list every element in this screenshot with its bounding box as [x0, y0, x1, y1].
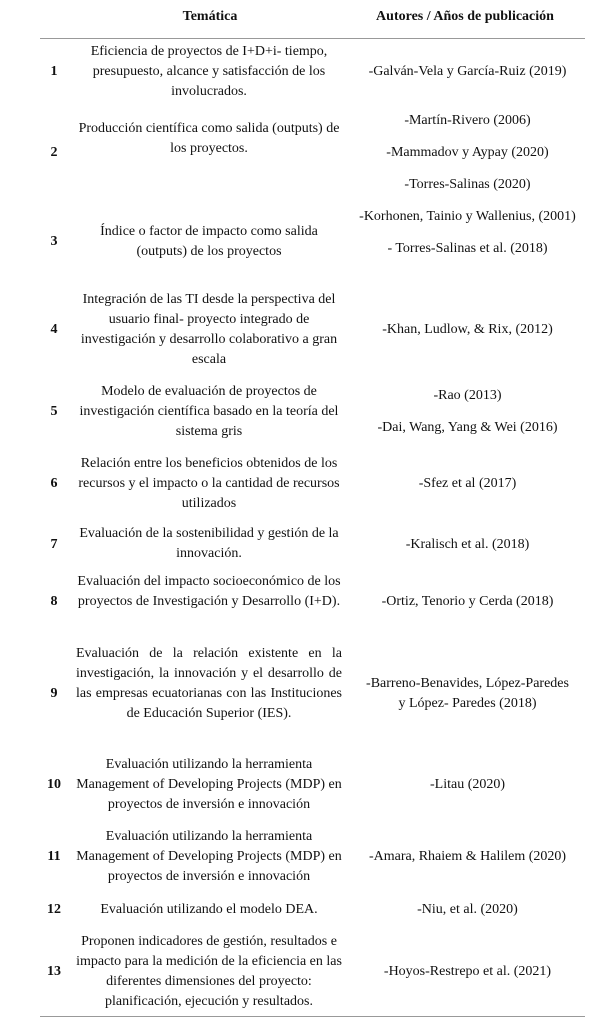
row-number: 10 [47, 777, 61, 792]
row-topic: Evaluación de la sostenibilidad y gestión de la innovación. [79, 526, 339, 561]
author-entry: -Dai, Wang, Yang & Wei (2016) [377, 420, 558, 435]
header-topic: Temática [182, 9, 238, 24]
row-authors [350, 474, 585, 494]
row-number: 5 [50, 404, 58, 419]
author-entry: -Torres-Salinas (2020) [404, 177, 531, 192]
author-entry: -Ortiz, Tenorio y Cerda (2018) [381, 594, 554, 609]
row-number: 6 [50, 476, 58, 491]
row-number: 13 [47, 964, 61, 979]
row-authors [350, 900, 585, 920]
row-topic: Producción científica como salida (outputs) de los proyectos. [78, 121, 340, 156]
row-authors [350, 386, 585, 438]
row-number: 12 [47, 902, 61, 917]
row-authors [350, 111, 585, 195]
author-entry: -Sfez et al (2017) [418, 476, 517, 491]
header-authors: Autores / Años de publicación [376, 9, 554, 24]
table-header [40, 0, 585, 39]
author-entry: -Barreno-Benavides, López-Paredes [366, 676, 569, 691]
row-number: 9 [50, 686, 58, 701]
row-number: 4 [50, 322, 58, 337]
row-topic: Relación entre los beneficios obtenidos de los recursos y el impacto o la cantidad de recursos utilizados [78, 456, 340, 511]
row-authors [350, 62, 585, 82]
author-entry: -Mammadov y Aypay (2020) [386, 145, 549, 160]
author-entry: -Korhonen, Tainio y Wallenius, (2001) [359, 209, 576, 224]
row-number: 11 [47, 849, 61, 864]
author-entry: -Galván-Vela y García-Ruiz (2019) [368, 64, 567, 79]
row-authors [350, 535, 585, 555]
row-authors [350, 847, 585, 867]
author-entry: -Litau (2020) [429, 777, 506, 792]
author-entry: -Kralisch et al. (2018) [405, 537, 530, 552]
row-number: 8 [50, 594, 58, 609]
row-authors [350, 592, 585, 612]
row-topic: Integración de las TI desde la perspectiva del usuario final- proyecto integrado de investigación y desarrollo colaborativo a gran escala [80, 292, 338, 367]
row-number: 2 [50, 145, 58, 160]
row-number: 7 [50, 537, 58, 552]
author-entry: -Hoyos-Restrepo et al. (2021) [383, 964, 552, 979]
author-entry: -Martín-Rivero (2006) [404, 113, 531, 128]
row-topic: Evaluación utilizando el modelo DEA. [100, 902, 318, 917]
row-number: 1 [50, 64, 58, 79]
row-topic: Evaluación del impacto socioeconómico de los proyectos de Investigación y Desarrollo (I+D). [77, 574, 341, 609]
author-entry: -Khan, Ludlow, & Rix, (2012) [382, 322, 553, 337]
author-entry: -Amara, Rhaiem & Halilem (2020) [368, 849, 567, 864]
row-topic: Evaluación utilizando la herramienta Management of Developing Projects (MDP) en proyectos de inversión e innovación [76, 829, 342, 884]
author-entry: -Niu, et al. (2020) [417, 902, 518, 917]
author-entry: - Torres-Salinas et al. (2018) [387, 241, 548, 256]
row-authors [350, 775, 585, 795]
row-number: 3 [50, 234, 58, 249]
row-authors [350, 320, 585, 340]
row-topic: Índice o factor de impacto como salida (outputs) de los proyectos [100, 224, 318, 259]
author-entry: y López- Paredes (2018) [398, 696, 537, 711]
row-authors [350, 207, 585, 259]
row-topic: Evaluación utilizando la herramienta Management of Developing Projects (MDP) en proyectos de inversión e innovación [76, 757, 342, 812]
row-topic: Modelo de evaluación de proyectos de investigación científica basado en la teoría del sistema gris [79, 384, 339, 439]
row-authors [350, 674, 585, 714]
row-topic: Eficiencia de proyectos de I+D+i- tiempo, presupuesto, alcance y satisfacción de los involucrados. [90, 44, 328, 99]
row-authors [350, 962, 585, 982]
table-bottom-rule [40, 1016, 585, 1017]
row-topic: Evaluación de la relación existente en la investigación, la innovación y el desarrollo de las empresas ecuatorianas con las Instituciones de Educación Superior (IES). [76, 646, 342, 721]
author-entry: -Rao (2013) [433, 388, 502, 403]
row-topic: Proponen indicadores de gestión, resultados e impacto para la medición de la eficiencia en las diferentes dimensiones del proyecto: planificación, ejecución y resultados. [76, 934, 342, 1009]
